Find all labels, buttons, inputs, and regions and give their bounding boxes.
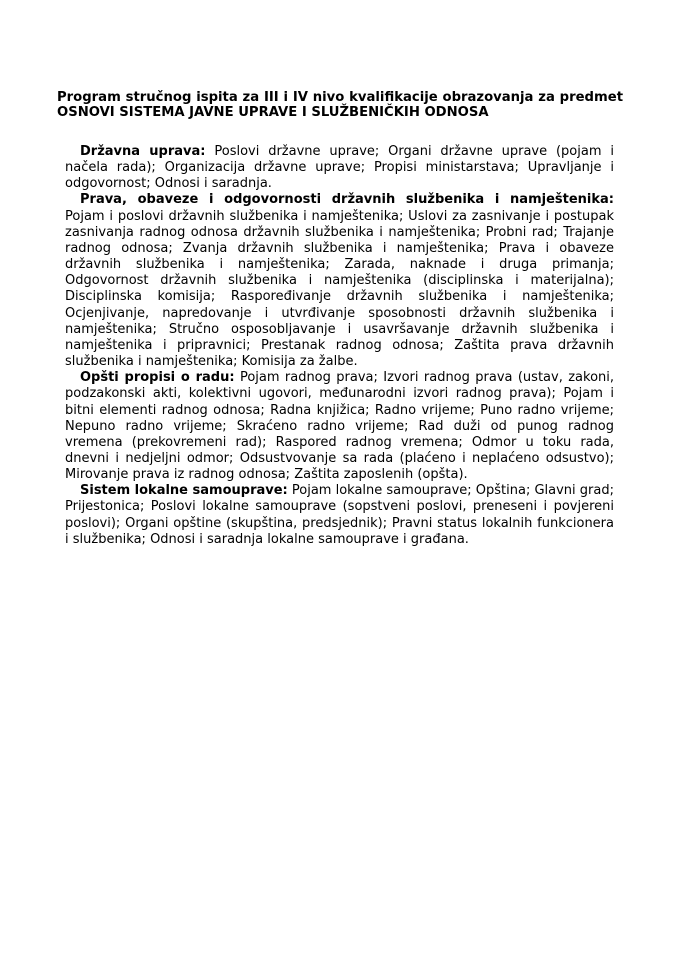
- section-text: Pojam i poslovi državnih službenika i namještenika; Uslovi za zasnivanje i postupak zasnivanja radnog odnosa državnih službenika i namještenika; Probni rad; Trajanje radnog odnosa; Zvanja državnih službenika i namještenika; Prava i obaveze državnih službenika i namještenika; Zarada, naknade i druga primanja; Odgovornost državnih službenika i namještenika (disciplinska i materijalna); Disciplinska komisija; Raspoređivanje državnih službenika i namještenika; Ocjenjivanje, napredovanje i utvrđivanje sposobnosti državnih službenika i namještenika; Stručno osposobljavanje i usavršavanje državnih službenika i namještenika i pripravnici; Prestanak radnog odnosa; Zaštita prava državnih službenika i namještenika; Komisija za žalbe.: [65, 208, 614, 370]
- section-text: Poslovi državne uprave; Organi državne uprave (pojam i načela rada); Organizacija državne uprave; Propisi ministarstava; Upravljanje i odgovornost; Odnosi i saradnja.: [65, 144, 614, 192]
- section-heading: Sistem lokalne samouprave:: [80, 483, 288, 499]
- section-lokalna-samouprava: [65, 483, 614, 548]
- section-prava-obaveze: [65, 192, 614, 370]
- section-heading: Prava, obaveze i odgovornosti državnih službenika i namještenika:: [80, 192, 614, 208]
- section-opsti-propisi: [65, 370, 614, 483]
- document-body: [65, 144, 614, 548]
- section-heading: Državna uprava:: [80, 144, 206, 159]
- document-title: Program stručnog ispita za III i IV nivo kvalifikacije obrazovanja za predmet OSNOVI SISTEMA JAVNE UPRAVE I SLUŽBENIČKIH ODNOSA: [57, 90, 623, 120]
- section-heading: Opšti propisi o radu:: [80, 370, 235, 386]
- section-text: Pojam lokalne samouprave; Opština; Glavni grad; Prijestonica; Poslovi lokalne samouprave (sopstveni poslovi, preneseni i povjereni poslovi); Organi opštine (skupština, predsjednik); Pravni status lokalnih funkcionera i službenika; Odnosi i saradnja lokalne samouprave i građana.: [65, 483, 614, 547]
- section-text: Pojam radnog prava; Izvori radnog prava (ustav, zakoni, podzakonski akti, kolektivni ugovori, međunarodni izvori radnog prava); Pojam i bitni elementi radnog odnosa; Radna knjižica; Radno vrijeme; Puno radno vrijeme; Nepuno radno vrijeme; Skraćeno radno vrijeme; Rad duži od punog radnog vremena (prekovremeni rad); Raspored radnog vremena; Odmor u toku rada, dnevni i nedjeljni odmor; Odsustvovanje sa rada (plaćeno i neplaćeno odsustvo); Mirovanje prava iz radnog odnosa; Zaštita zaposlenih (opšta).: [65, 370, 615, 483]
- section-drzavna-uprava: [65, 144, 614, 192]
